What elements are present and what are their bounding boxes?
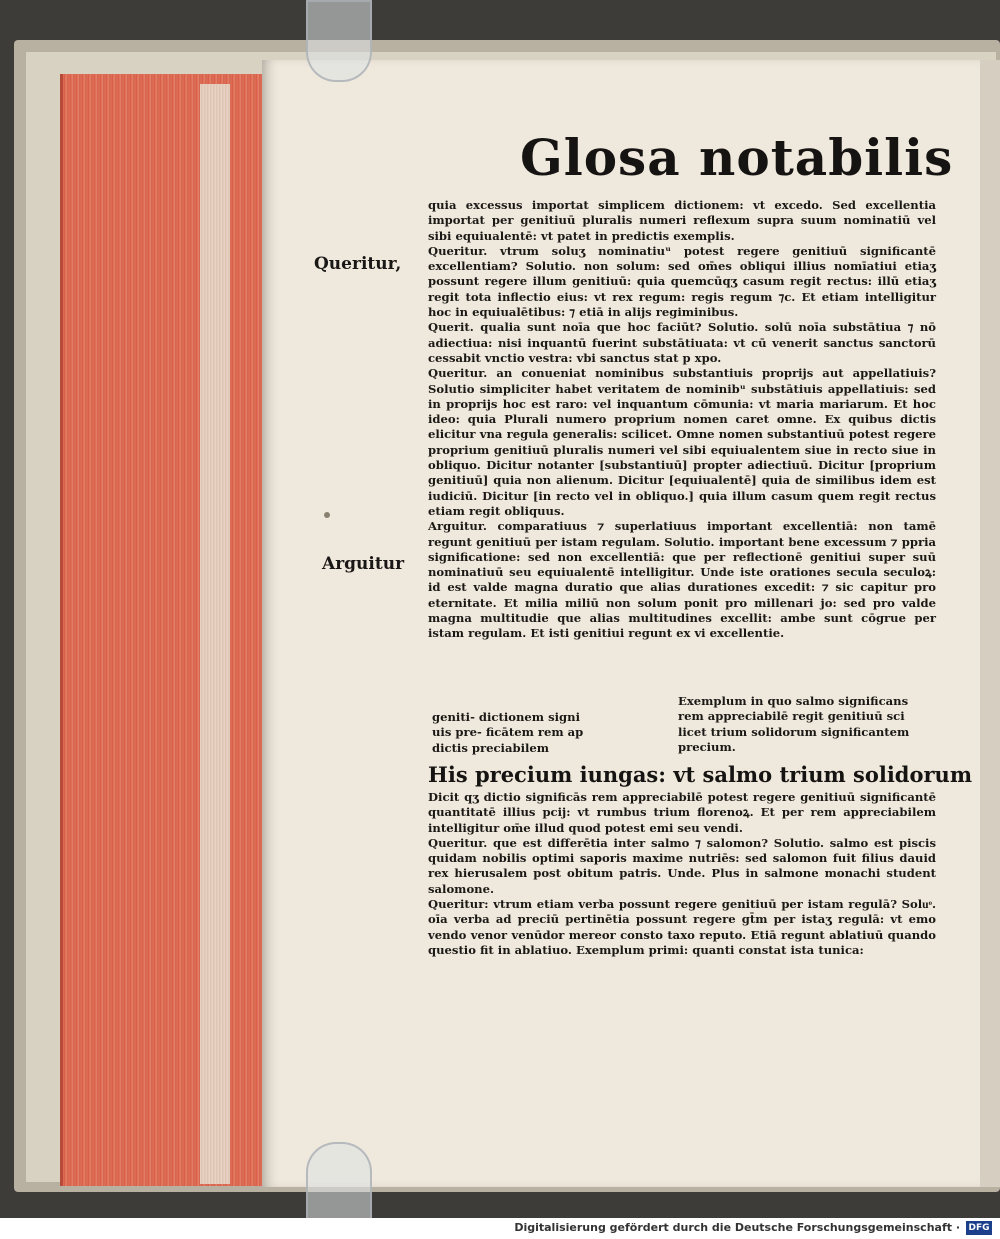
- page-edge-red: [60, 74, 278, 1186]
- paragraph: Dicit qʒ dictio significās rem appreciabilē potest regere genitiuū significantē quantitatē illius pcij: vt rumbus trium florenoꝝ. Et per rem appreciabilem intelligitur om̄e illud quod potest emi seu vendi.: [428, 790, 936, 835]
- margin-note-arguitur: Arguitur: [322, 554, 405, 574]
- paragraph: Queritur. an conueniat nominibus substantiuis proprijs aut appellatiuis? Solutio simpliciter habet veritatem de nominibᵘ substātiuis appellatiuis: sed in proprijs hoc est raro: vel inquantum cōmunia: vt maria mariarum. Et hoc ideo: quia Plurali numero proprium nomen caret omne. Ex quibus dictis elicitur vna regula generalis: scilicet. Omne nomen substantiuū potest regere proprium genitiuū pluralis numeri vel sibi equiualentem siue in recto siue in obliquo. Dicitur notanter [substantiuū] propter adiectiuū. Dicitur [proprium genitiuū] quia non alienum. Dicitur [equiualentē] quia de similibus idem est iudiciū. Dicitur [in recto vel in obliquo.] quia illum casum quem regit rectus etiam regit obliquus.: [428, 366, 936, 518]
- example-block: [428, 694, 936, 764]
- paragraph: Arguitur. comparatiuus ⁊ superlatiuus important excellentiā: non tamē regunt genitiuū per istam regulam. Solutio. important bene excessum ⁊ ppria significatione: sed non excellentiā: que per reflectionē genitiui super suū nominatiuū seu equiualentē intelligitur. Unde iste orationes secula seculoꝝ: id est valde magna duratio que alias durationes excedit: ⁊ sic capitur pro eternitate. Et milia miliū non solum ponit pro millenari jo: sed pro valde magna multitudie que alias multitudines excellit: ambe sunt cōgrue per istam regulam. Et isti genitiui regunt ex vi excellentie.: [428, 519, 936, 641]
- dfg-logo-icon: DFG: [966, 1221, 992, 1235]
- top-clip: [306, 0, 372, 82]
- example-gloss-right: [678, 694, 938, 755]
- bottom-clip: [306, 1142, 372, 1226]
- footer-bar: [0, 1218, 1000, 1239]
- margin-note-queritur: Queritur,: [314, 254, 402, 274]
- paragraph: Querit. qualia sunt noīa que hoc faciūt? Solutio. solū noīa substātiua ⁊ nō adiectiua: nisi inquantū fuerint substātiuata: vt cū venerit sanctus sanctorū cessabit vnctio vestra: vbi sanctus stat p xpo.: [428, 320, 936, 365]
- paragraph: Queritur. vtrum soluʒ nominatiuᵘ potest regere genitiuū significantē excellentiam? Solutio. non solum: sed om̄es obliqui illius nomīatiui etiaʒ possunt regere illum genitiuū: quia quemcūqʒ casum regit rectus: illū etiaʒ regit tota inflectio eius: vt rex regum: regis regum ⁊c. Et etiam intelligitur hoc in equiualētibus: ⁊ etiā in alijs regiminibus.: [428, 243, 936, 320]
- example-gloss-left: [432, 710, 602, 756]
- example-line: Exemplum in quo salmo significans: [678, 694, 909, 708]
- paragraph: quia excessus importat simplicem dictionem: vt excedo. Sed excellentia importat per genitiuū pluralis numeri reflexum supra suum nominatiū vel sibi equiualentē: vt patet in predictis exemplis.: [428, 198, 936, 243]
- paragraph: Queritur. que est differētia inter salmo ⁊ salomon? Solutio. salmo est piscis quidam nobilis optimi saporis maxime nutriēs: sed salomon fuit filius dauid rex hierusalem post obitum patris. Unde. Plus in salmone monachi student salomone.: [428, 835, 936, 896]
- page-edge-light: [200, 84, 230, 1184]
- example-line: rem appreciabilē regit genitiuū sci: [678, 709, 905, 724]
- example-line: licet trium solidorum significantem: [678, 724, 910, 739]
- example-line: uis pre- ficātem rem ap: [432, 725, 584, 740]
- page-blemish: [324, 512, 330, 518]
- example-line: precium.: [678, 739, 736, 754]
- verse-line: His precium iungas: vt salmo trium solidorum: [428, 762, 973, 787]
- footer-credit: Digitalisierung gefördert durch die Deutsche Forschungsgemeinschaft ·: [514, 1221, 960, 1234]
- text-block-bottom: [428, 790, 936, 958]
- example-line: dictis preciabilem: [432, 740, 550, 755]
- page-right-strip: [980, 60, 1000, 1187]
- example-line: geniti- dictionem signi: [432, 710, 580, 724]
- paragraph: Queritur: vtrum etiam verba possunt regere genitiuū per istam regulā? Soluͦ. oīa verba ad preciū pertinētia possunt regere gt̄m per istaʒ regulā: vt emo vendo venor venūdor mereor consto taxo reputo. Etiā regunt ablatiuū quando questio fit in ablatiuo. Exemplum primi: quanti constat ista tunica:: [428, 897, 936, 957]
- page-title: Glosa notabilis: [520, 128, 954, 187]
- text-block-top: [428, 198, 936, 642]
